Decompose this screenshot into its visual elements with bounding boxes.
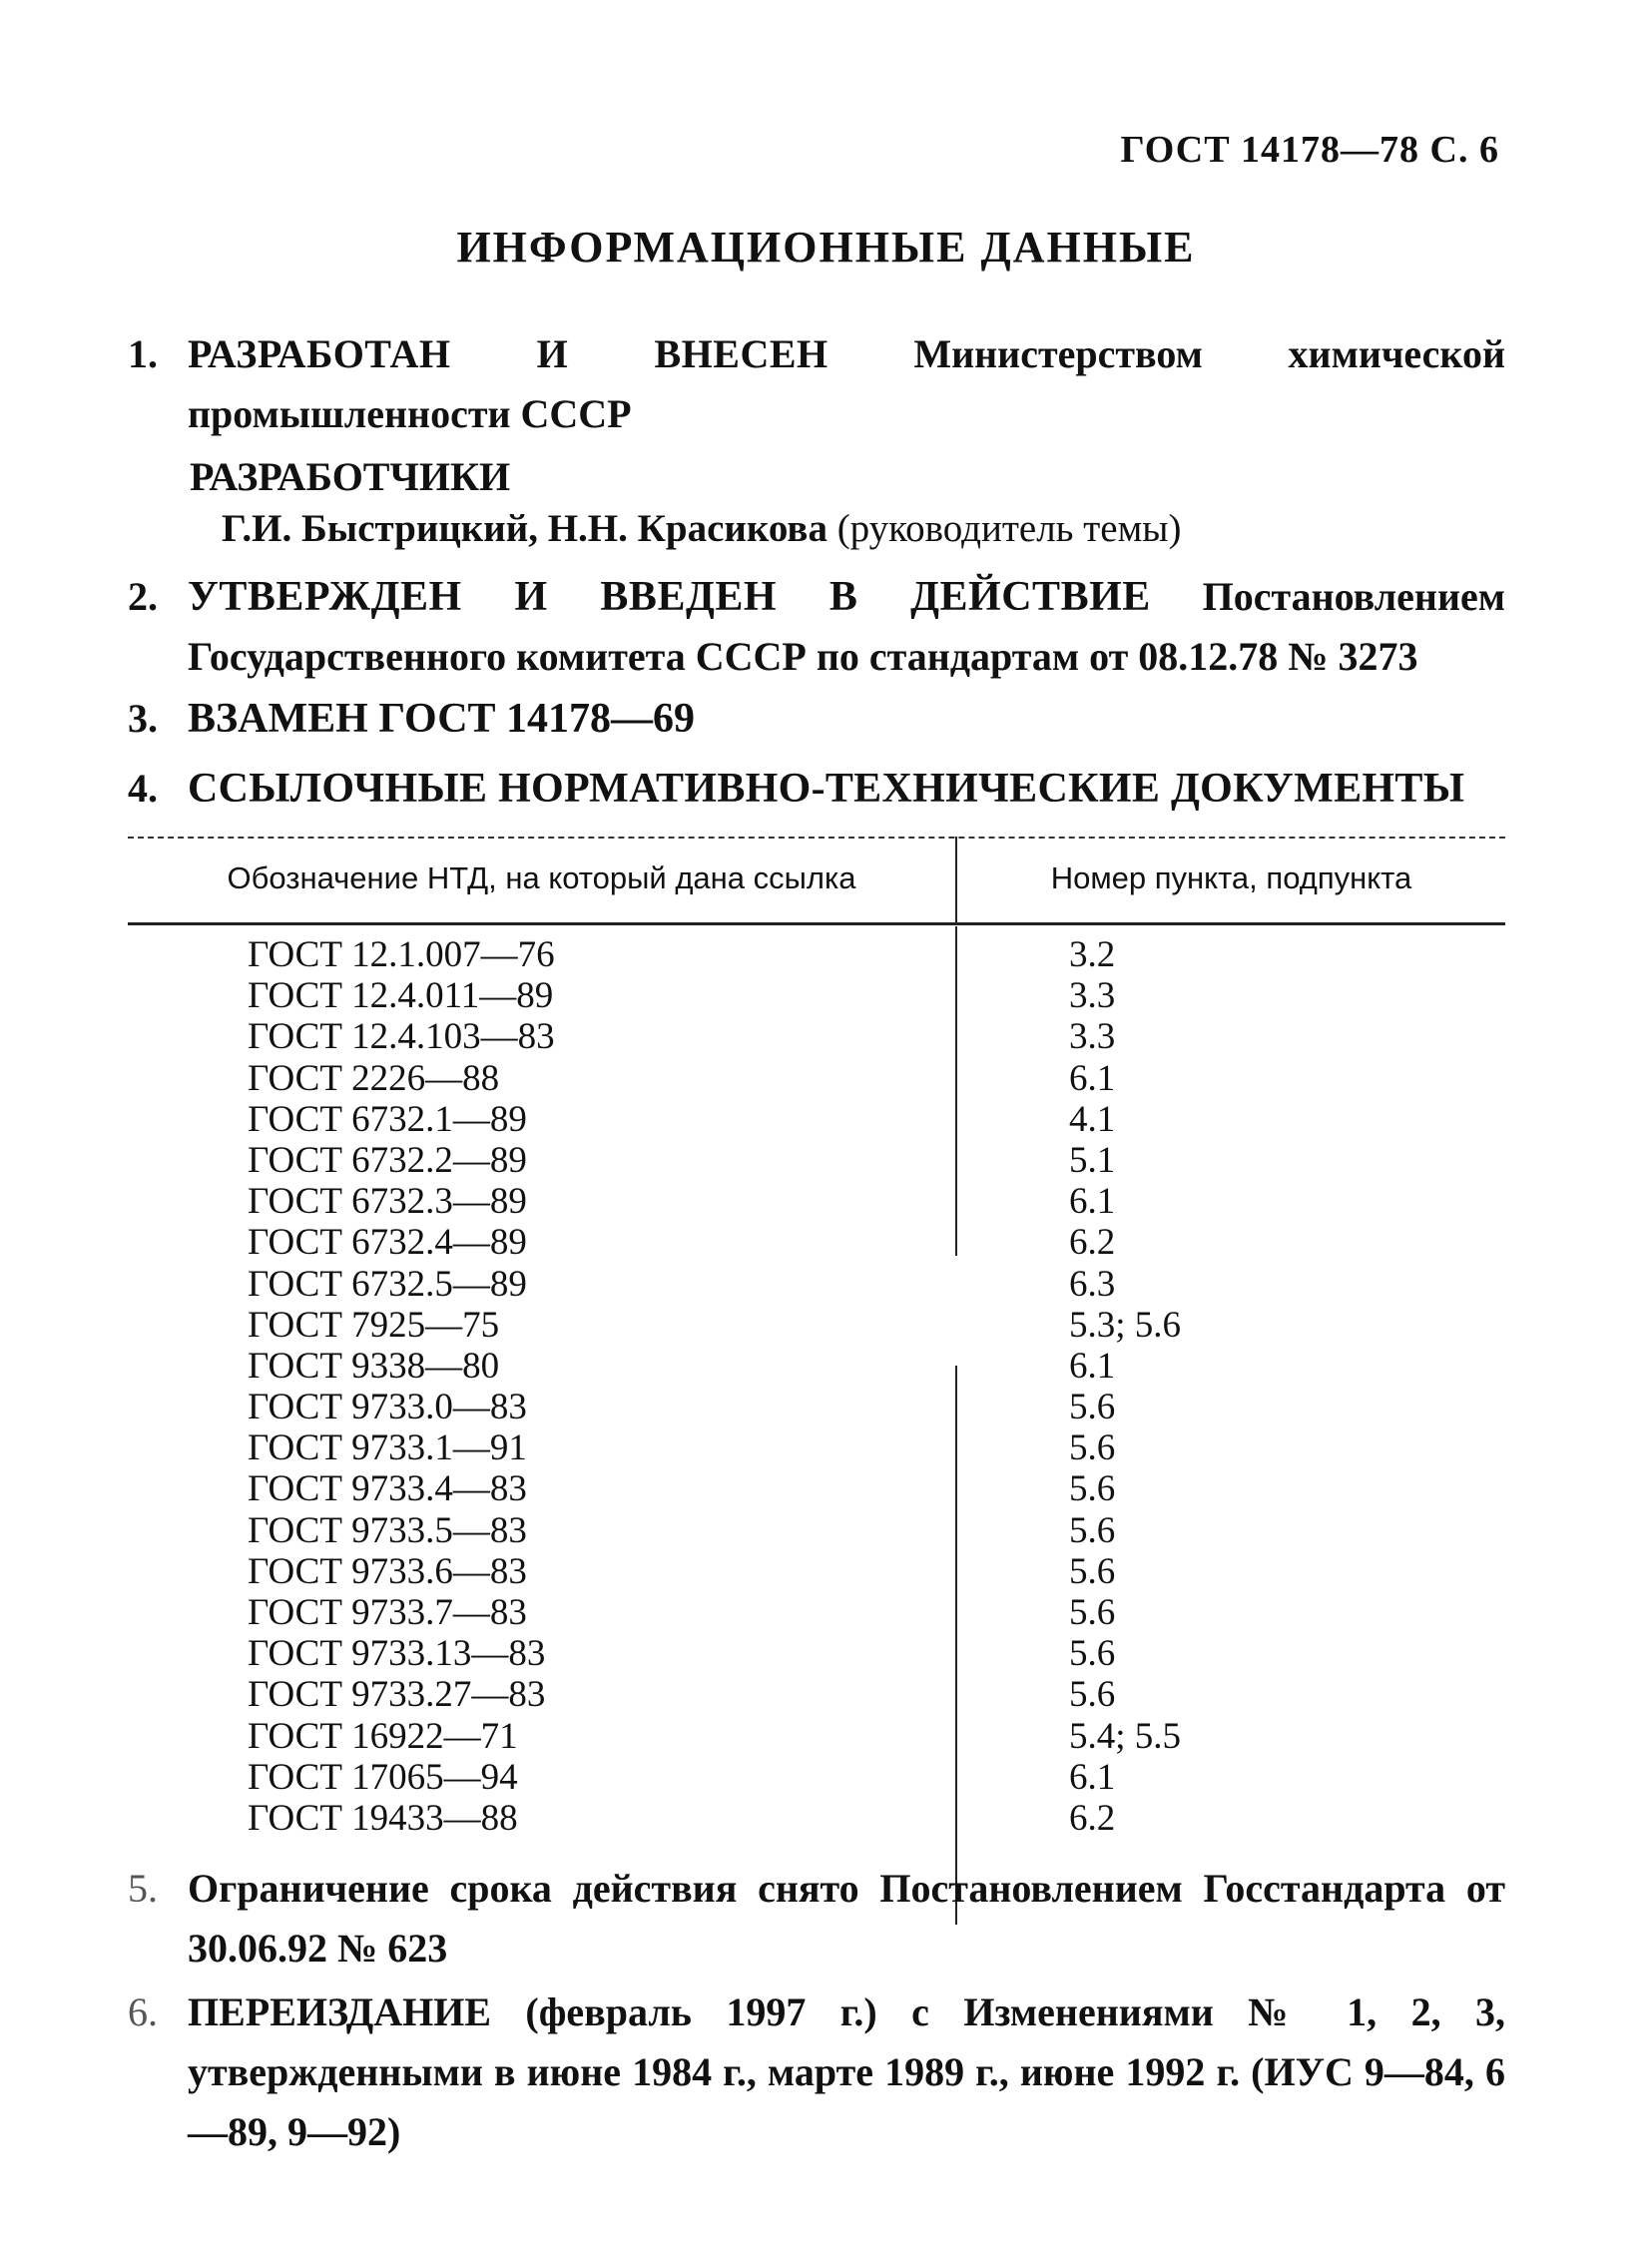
table-header-document: Обозначение НТД, на который дана ссылка xyxy=(227,860,856,895)
ntd-designation: ГОСТ 9733.4—83 xyxy=(248,1468,527,1510)
table-row xyxy=(128,1181,1505,1222)
item-body xyxy=(188,324,1505,444)
item-body xyxy=(188,567,1505,687)
ntd-designation: ГОСТ 9733.5—83 xyxy=(248,1509,527,1551)
table-row xyxy=(128,1798,1505,1839)
developers-heading: РАЗРАБОТЧИКИ xyxy=(190,454,511,499)
info-item-5 xyxy=(128,1859,1505,1979)
clause-number: 5.6 xyxy=(1069,1674,1116,1716)
ntd-designation: ГОСТ 2226—88 xyxy=(248,1057,500,1099)
item-lead: РАЗРАБОТАН И ВНЕСЕН xyxy=(188,331,828,376)
ntd-designation: ГОСТ 9733.0—83 xyxy=(248,1387,527,1428)
info-item-6 xyxy=(128,1983,1505,2162)
developers-role: (руководитель темы) xyxy=(836,507,1182,550)
item-number: 1. xyxy=(128,331,158,376)
clause-number: 6.2 xyxy=(1069,1797,1116,1839)
clause-number: 5.6 xyxy=(1069,1427,1116,1469)
ntd-designation: ГОСТ 12.4.103—83 xyxy=(248,1016,555,1058)
table-row xyxy=(128,934,1505,975)
table-row xyxy=(128,1716,1505,1757)
clause-number: 4.1 xyxy=(1069,1098,1116,1140)
clause-number: 6.1 xyxy=(1069,1756,1116,1798)
info-item-1 xyxy=(128,324,1505,444)
item-text: Министерством химической промышленности СССР xyxy=(188,331,1505,436)
ntd-designation: ГОСТ 9733.6—83 xyxy=(248,1550,527,1592)
clause-number: 6.1 xyxy=(1069,1345,1116,1387)
table-row xyxy=(128,1222,1505,1263)
clause-number: 5.6 xyxy=(1069,1633,1116,1675)
clause-number: 3.2 xyxy=(1069,934,1116,975)
ntd-designation: ГОСТ 19433—88 xyxy=(248,1797,518,1839)
item-text: ССЫЛОЧНЫЕ НОРМАТИВНО-ТЕХНИЧЕСКИЕ ДОКУМЕНТЫ xyxy=(188,766,1465,812)
table-row xyxy=(128,1674,1505,1715)
ntd-designation: ГОСТ 6732.1—89 xyxy=(248,1098,527,1140)
table-row xyxy=(128,1016,1505,1057)
table-row xyxy=(128,1387,1505,1427)
item-number: 2. xyxy=(128,574,158,619)
page-number-header: ГОСТ 14178—78 С. 6 xyxy=(1120,129,1499,171)
clause-number: 5.3; 5.6 xyxy=(1069,1304,1182,1346)
ntd-designation: ГОСТ 9733.27—83 xyxy=(248,1674,546,1716)
ntd-designation: ГОСТ 6732.3—89 xyxy=(248,1181,527,1223)
clause-number: 6.1 xyxy=(1069,1057,1116,1099)
table-row xyxy=(128,1633,1505,1674)
item-number: 4. xyxy=(128,766,158,811)
info-item-3 xyxy=(128,689,1505,749)
table-row xyxy=(128,1757,1505,1798)
clause-number: 3.3 xyxy=(1069,1016,1116,1058)
table-row xyxy=(128,1427,1505,1468)
item-number: 3. xyxy=(128,696,158,741)
document-title: ИНФОРМАЦИОННЫЕ ДАННЫЕ xyxy=(456,223,1196,272)
item-number: 5. xyxy=(128,1866,158,1911)
ntd-designation: ГОСТ 12.4.011—89 xyxy=(248,975,554,1017)
clause-number: 5.6 xyxy=(1069,1592,1116,1633)
ntd-designation: ГОСТ 12.1.007—76 xyxy=(248,934,555,975)
ntd-designation: ГОСТ 9733.1—91 xyxy=(248,1427,527,1469)
developers-list xyxy=(222,501,1181,557)
item-lead: УТВЕРЖДЕН И ВВЕДЕН В ДЕЙСТВИЕ xyxy=(188,574,1151,620)
item-text: ВЗАМЕН ГОСТ 14178—69 xyxy=(188,696,696,742)
info-item-4 xyxy=(128,759,1505,819)
ntd-designation: ГОСТ 9733.7—83 xyxy=(248,1592,527,1633)
table-row xyxy=(128,1140,1505,1181)
ntd-designation: ГОСТ 6732.2—89 xyxy=(248,1139,527,1181)
clause-number: 3.3 xyxy=(1069,975,1116,1017)
clause-number: 6.3 xyxy=(1069,1263,1116,1305)
table-row xyxy=(128,1551,1505,1592)
clause-number: 6.1 xyxy=(1069,1181,1116,1223)
clause-number: 5.6 xyxy=(1069,1509,1116,1551)
table-row xyxy=(128,1346,1505,1387)
clause-number: 5.6 xyxy=(1069,1387,1116,1428)
table-row xyxy=(128,1305,1505,1346)
ntd-designation: ГОСТ 6732.5—89 xyxy=(248,1263,527,1305)
item-text: Постановлением Государственного комитета СССР по стандартам от 08.12.78 № 3273 xyxy=(188,574,1506,679)
table-header-point: Номер пункта, подпункта xyxy=(1050,860,1412,895)
ntd-designation: ГОСТ 9338—80 xyxy=(248,1345,500,1387)
item-number: 6. xyxy=(128,1989,158,2034)
table-row xyxy=(128,1592,1505,1633)
ntd-designation: ГОСТ 9733.13—83 xyxy=(248,1633,546,1675)
clause-number: 5.6 xyxy=(1069,1550,1116,1592)
table-row xyxy=(128,1058,1505,1099)
ntd-designation: ГОСТ 6732.4—89 xyxy=(248,1222,527,1264)
ntd-designation: ГОСТ 7925—75 xyxy=(248,1304,500,1346)
item-text: ПЕРЕИЗДАНИЕ (февраль 1997 г.) с Изменениями № 1, 2, 3, утвержденными в июне 1984 г., марте 1989 г., июне 1992 г. (ИУС 9—84, 6—89, 9—92) xyxy=(188,1989,1505,2154)
clause-number: 5.6 xyxy=(1069,1468,1116,1510)
clause-number: 5.4; 5.5 xyxy=(1069,1715,1182,1757)
item-text: Ограничение срока действия снято Постановлением Госстандарта от 30.06.92 № 623 xyxy=(188,1866,1505,1971)
ntd-designation: ГОСТ 17065—94 xyxy=(248,1756,518,1798)
info-item-2 xyxy=(128,567,1505,687)
table-header-rule xyxy=(128,922,1505,925)
clause-number: 5.1 xyxy=(1069,1139,1116,1181)
table-row xyxy=(128,1510,1505,1551)
ntd-designation: ГОСТ 16922—71 xyxy=(248,1715,518,1757)
clause-number: 6.2 xyxy=(1069,1222,1116,1264)
reference-documents-table xyxy=(128,837,1505,1839)
table-row xyxy=(128,1099,1505,1140)
table-row xyxy=(128,975,1505,1016)
table-body xyxy=(128,934,1505,1839)
table-row xyxy=(128,1468,1505,1509)
table-row xyxy=(128,1264,1505,1305)
developers-names: Г.И. Быстрицкий, Н.Н. Красикова xyxy=(222,507,827,550)
table-top-rule xyxy=(128,837,1505,839)
